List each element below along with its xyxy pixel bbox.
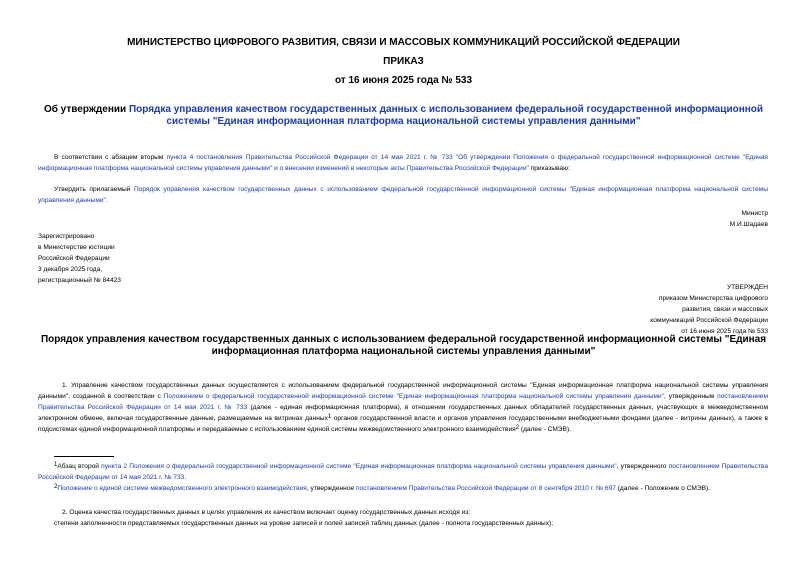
document-title xyxy=(30,104,777,128)
clause-1-text: (далее - единая информационная платформа), в отношении государственных данных обладателей государственных данных, участвующих в межведомственном электронном обмене, включая государственные данные, размещаемые на витринах данных xyxy=(38,404,768,422)
footnote-text: , утвержденного xyxy=(616,463,669,470)
footnote-2 xyxy=(38,483,768,494)
regulation-link[interactable]: Положением о федеральной государственной информационной системе "Единая информационная платформа национальной системы управления данными" xyxy=(163,393,665,400)
footnote-mark: 1 xyxy=(54,462,58,468)
clause-2-item: степени заполненности представляемых государственных данных на уровне записей и полей записей таблиц данных (далее - полнота государственных данных); xyxy=(54,520,554,527)
footnote-link[interactable]: постановлением Правительства Российской Федерации от 8 сентября 2010 г. № 697 xyxy=(356,485,616,492)
preamble-paragraph-1 xyxy=(38,152,768,174)
registration-line: Российской Федерации xyxy=(38,255,110,262)
approve-text: Утвердить прилагаемый xyxy=(54,186,134,193)
clause-1-text: органов государственной власти и органов управления государственными внебюджетными фондами (далее - витрины данных), а также в подсистемах единой информационной платформы и передаваемые с использованием единой системы межведомственного электронного взаимодействия xyxy=(38,415,768,433)
clause-2: 2. Оценка качества государственных данных в целях управления их качеством включает оценку государственных данных исходя из: xyxy=(62,509,471,516)
footnote-ref-2[interactable]: 2 xyxy=(515,425,520,431)
doc-type: ПРИКАЗ xyxy=(383,56,424,67)
footnote-link[interactable]: пункта 2 Положения о федеральной государственной информационной системе "Единая информационная платформа национальной системы управления данными" xyxy=(101,463,617,470)
footnote-ref-1[interactable]: 1 xyxy=(327,414,332,420)
registration-line: регистрационный № 84423 xyxy=(38,277,121,284)
clause-1 xyxy=(38,380,768,435)
approve-text-end: . xyxy=(105,197,108,204)
title-link[interactable]: Порядка управления качеством государственных данных с использованием федеральной государственной информационной системы "Единая информационная платформа национальной системы управления данными" xyxy=(128,104,764,127)
order-title: Порядок управления качеством государственных данных с использованием федеральной государственной информационной системы "Единая информационная платформа национальной системы управления данными" xyxy=(40,334,767,357)
approval-line: от 16 июня 2025 года № 533 xyxy=(681,328,768,335)
preamble-text: В соответствии с абзацем вторым xyxy=(54,154,167,161)
footnote-text: Абзац второй xyxy=(57,463,102,470)
footnote-text: . xyxy=(184,474,187,481)
registration-block xyxy=(38,231,238,286)
footnote-link[interactable]: постановлением Правительства Российской Федерации от 14 мая 2021 г. № 733 xyxy=(38,463,768,481)
registration-line: в Министерстве юстиции xyxy=(38,244,115,251)
signature-name: М.И.Шадаев xyxy=(729,221,768,228)
preamble-text-end: приказываю: xyxy=(528,165,570,172)
footnote-1 xyxy=(38,461,768,483)
signature-position: Министр xyxy=(741,210,768,217)
preamble-basis-link[interactable]: пункта 4 постановления Правительства Российской Федерации от 14 мая 2021 г. № 733 "Об утверждении Положения о федеральной государственной информационной системе "Единая информационная платформа национальной системы управления данными" и о внесении изменений в некоторые акты Правительства Российской Федерации" xyxy=(38,154,768,172)
footnote-mark: 2 xyxy=(54,484,58,490)
doc-date-number: от 16 июня 2025 года № 533 xyxy=(334,75,473,86)
ministry-header: МИНИСТЕРСТВО ЦИФРОВОГО РАЗВИТИЯ, СВЯЗИ И МАССОВЫХ КОММУНИКАЦИЙ РОССИЙСКОЙ ФЕДЕРАЦИИ xyxy=(127,37,680,48)
clause-1-text: (далее - СМЭВ). xyxy=(519,426,571,433)
clause-1-text: , утвержденным xyxy=(664,393,718,400)
footnote-text: (далее - Положение о СМЭВ). xyxy=(615,485,711,492)
registration-line: 3 декабря 2025 года, xyxy=(38,266,103,273)
approval-line: развития, связи и массовых xyxy=(682,306,768,313)
registration-line: Зарегистрировано xyxy=(38,233,95,240)
approved-order-link[interactable]: Порядок управления качеством государственных данных с использованием федеральной государственной информационной системы "Единая информационная платформа национальной системы управления данными" xyxy=(38,186,768,204)
footnote-link[interactable]: Положение о единой системе межведомственного электронного взаимодействия xyxy=(57,485,307,492)
footnote-text: , утвержденное xyxy=(306,485,356,492)
approval-line: УТВЕРЖДЕН xyxy=(726,284,768,291)
clause-1-text: 1. Управление качеством государственных данных осуществляется с использованием федеральной государственной информационной системы "Единая информационная платформа национальной системы управления данными", созданной в соответствии с xyxy=(38,382,768,400)
approval-line: приказом Министерства цифрового xyxy=(658,295,768,302)
resolution-link[interactable]: постановлением Правительства Российской Федерации от 14 мая 2021 г. № 733 xyxy=(38,393,768,411)
title-prefix: Об утверждении xyxy=(43,104,129,115)
approval-line: коммуникаций Российской Федерации xyxy=(650,317,768,324)
footnote-separator xyxy=(54,456,114,457)
approval-block xyxy=(560,282,768,337)
preamble-paragraph-2 xyxy=(38,184,768,206)
